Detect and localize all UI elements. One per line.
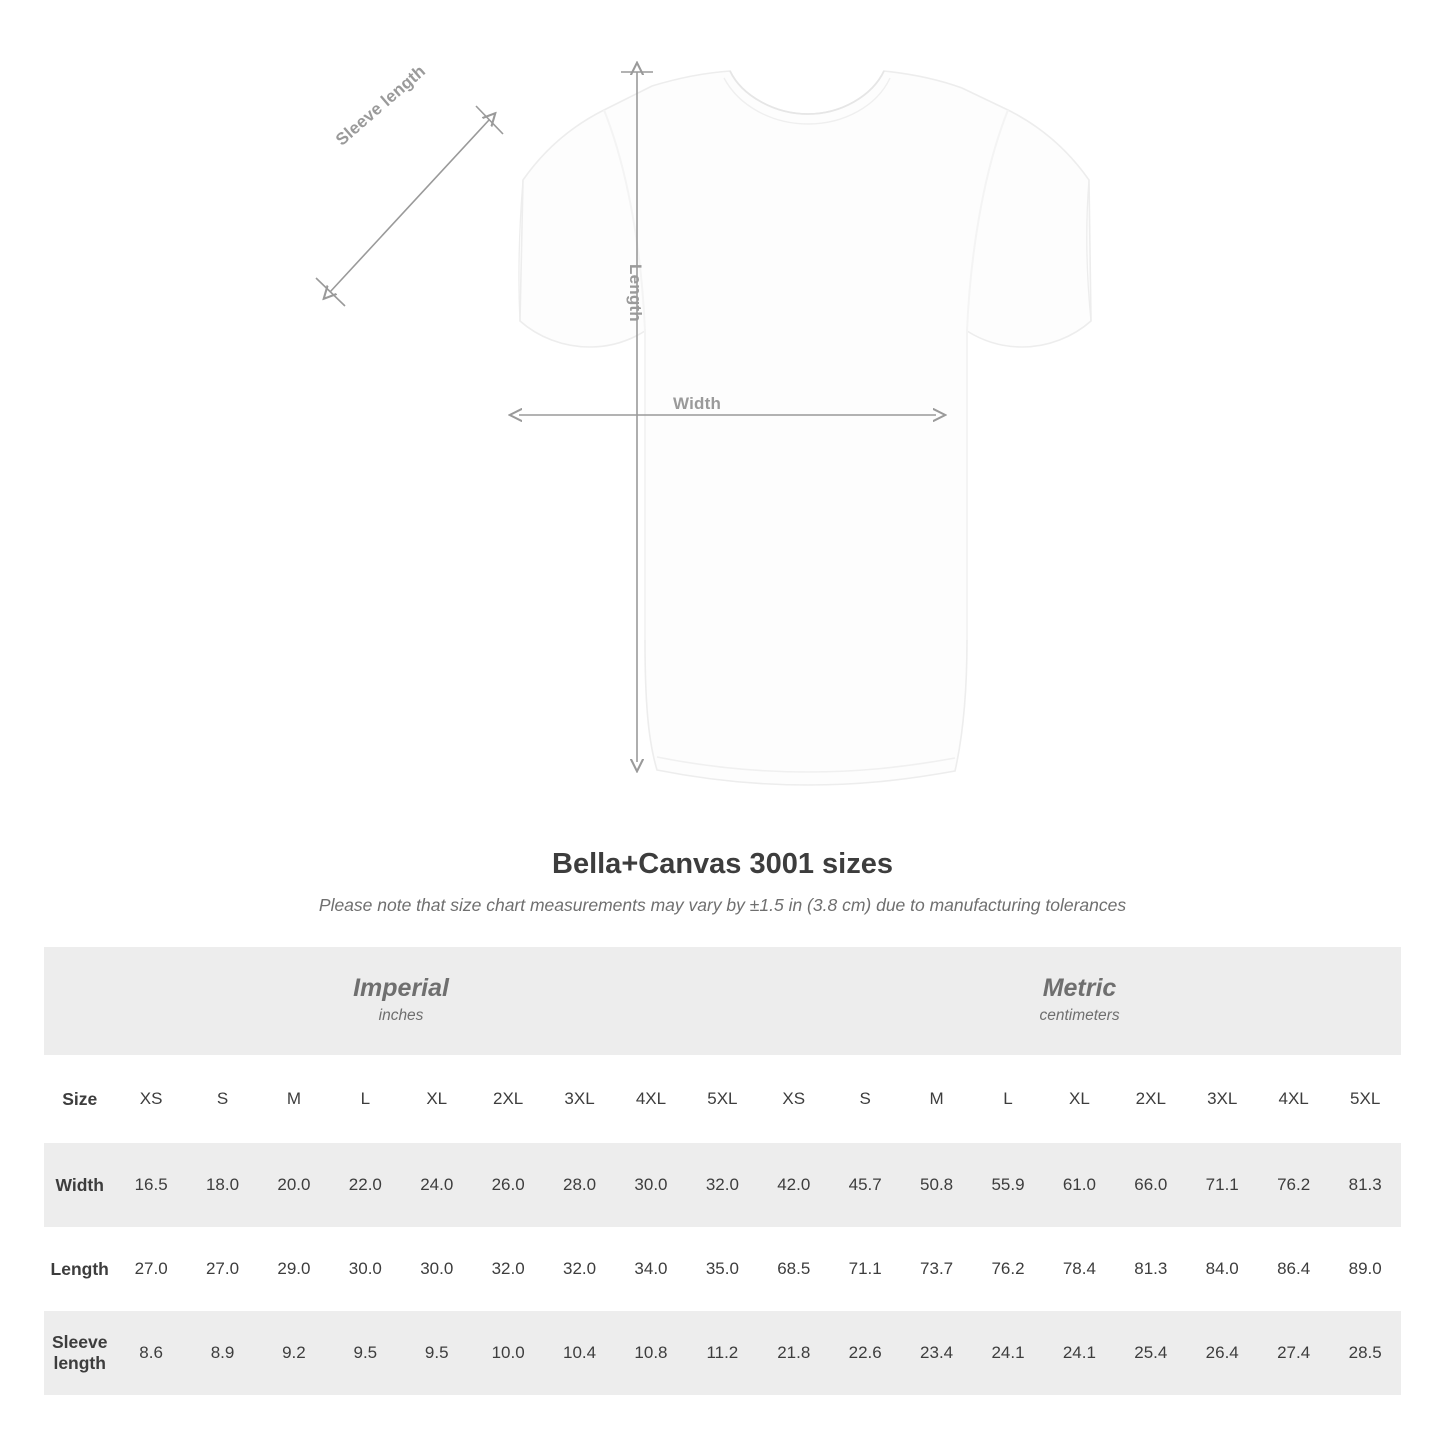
unit-group-imperial bbox=[44, 947, 758, 1055]
cell-length-3xl-in: 32.0 bbox=[563, 1259, 597, 1278]
col-header-s-cm: S bbox=[829, 1055, 900, 1143]
cell-sleeve-xs-cm: 21.8 bbox=[758, 1311, 829, 1395]
page-title: Bella+Canvas 3001 sizes bbox=[552, 848, 893, 880]
cell-width-m-cm: 50.8 bbox=[901, 1143, 972, 1227]
cell-sleeve-3xl-in: 10.4 bbox=[544, 1311, 615, 1395]
col-header-4xl-in: 4XL bbox=[615, 1055, 686, 1143]
table-row-width bbox=[44, 1143, 1401, 1227]
unit-group-metric-sub: centimeters bbox=[1039, 1007, 1120, 1025]
cell-width-4xl-in: 30.0 bbox=[615, 1143, 686, 1227]
cell-sleeve-3xl-cm: 26.4 bbox=[1187, 1311, 1258, 1395]
cell-sleeve-l-cm: 24.1 bbox=[972, 1311, 1043, 1395]
cell-length-m-in: 29.0 bbox=[277, 1259, 311, 1278]
cell-length-5xl-cm: 89.0 bbox=[1348, 1259, 1382, 1278]
unit-group-imperial-name: Imperial bbox=[353, 973, 449, 1002]
cell-width-s-in: 18.0 bbox=[187, 1143, 258, 1227]
tshirt-shape bbox=[519, 71, 1091, 785]
col-header-xl-cm: XL bbox=[1044, 1055, 1115, 1143]
cell-sleeve-xl-cm: 24.1 bbox=[1044, 1311, 1115, 1395]
cell-width-2xl-cm: 66.0 bbox=[1115, 1143, 1186, 1227]
cell-length-s-cm: 71.1 bbox=[848, 1259, 882, 1278]
cell-length-s-in: 27.0 bbox=[205, 1259, 240, 1278]
cell-sleeve-5xl-cm: 28.5 bbox=[1329, 1311, 1401, 1395]
col-header-xl-in: XL bbox=[401, 1055, 472, 1143]
cell-width-xl-in: 24.0 bbox=[401, 1143, 472, 1227]
table-row-sleeve-length bbox=[44, 1311, 1401, 1395]
cell-length-4xl-in: 34.0 bbox=[634, 1259, 668, 1278]
tolerance-note: Please note that size chart measurements may vary by ±1.5 in (3.8 cm) due to manufacturing tolerances bbox=[318, 895, 1127, 915]
length-label: Length bbox=[626, 264, 645, 322]
cell-sleeve-s-cm: 22.6 bbox=[829, 1311, 900, 1395]
cell-width-xl-cm: 61.0 bbox=[1044, 1143, 1115, 1227]
cell-length-l-in: 30.0 bbox=[348, 1259, 382, 1278]
title-block bbox=[0, 848, 1445, 916]
cell-length-xl-cm: 78.4 bbox=[1062, 1259, 1096, 1278]
cell-length-2xl-in: 32.0 bbox=[491, 1259, 525, 1278]
col-header-l-in: L bbox=[330, 1055, 401, 1143]
unit-group-metric-name: Metric bbox=[1042, 973, 1117, 1002]
cell-sleeve-4xl-in: 10.8 bbox=[615, 1311, 686, 1395]
cell-length-3xl-cm: 84.0 bbox=[1205, 1259, 1239, 1278]
cell-width-5xl-cm: 81.3 bbox=[1329, 1143, 1401, 1227]
cell-width-s-cm: 45.7 bbox=[829, 1143, 900, 1227]
col-header-5xl-cm: 5XL bbox=[1329, 1055, 1401, 1143]
cell-length-xs-cm: 68.5 bbox=[777, 1259, 811, 1278]
col-header-s-in: S bbox=[187, 1055, 258, 1143]
unit-group-metric bbox=[758, 947, 1401, 1055]
cell-width-5xl-in: 32.0 bbox=[687, 1143, 758, 1227]
row-label-length: Length bbox=[50, 1258, 109, 1279]
cell-length-l-cm: 76.2 bbox=[991, 1259, 1025, 1278]
cell-sleeve-xl-in: 9.5 bbox=[401, 1311, 472, 1395]
cell-length-4xl-cm: 86.4 bbox=[1277, 1259, 1311, 1278]
col-header-xs-in: XS bbox=[115, 1055, 186, 1143]
cell-width-2xl-in: 26.0 bbox=[472, 1143, 543, 1227]
width-label: Width bbox=[673, 394, 722, 413]
col-header-2xl-cm: 2XL bbox=[1115, 1055, 1186, 1143]
unit-header-row bbox=[44, 947, 1401, 1055]
size-header-row bbox=[44, 1055, 1401, 1143]
cell-width-l-cm: 55.9 bbox=[972, 1143, 1043, 1227]
cell-sleeve-5xl-in: 11.2 bbox=[687, 1311, 758, 1395]
cell-width-m-in: 20.0 bbox=[258, 1143, 329, 1227]
col-header-4xl-cm: 4XL bbox=[1258, 1055, 1329, 1143]
col-header-3xl-in: 3XL bbox=[544, 1055, 615, 1143]
cell-sleeve-4xl-cm: 27.4 bbox=[1258, 1311, 1329, 1395]
cell-width-3xl-cm: 71.1 bbox=[1187, 1143, 1258, 1227]
col-header-m-in: M bbox=[258, 1055, 329, 1143]
cell-width-xs-cm: 42.0 bbox=[758, 1143, 829, 1227]
cell-width-xs-in: 16.5 bbox=[115, 1143, 186, 1227]
cell-width-4xl-cm: 76.2 bbox=[1258, 1143, 1329, 1227]
cell-width-l-in: 22.0 bbox=[330, 1143, 401, 1227]
cell-sleeve-2xl-in: 10.0 bbox=[472, 1311, 543, 1395]
col-header-m-cm: M bbox=[901, 1055, 972, 1143]
cell-sleeve-m-cm: 23.4 bbox=[901, 1311, 972, 1395]
cell-width-3xl-in: 28.0 bbox=[544, 1143, 615, 1227]
col-header-l-cm: L bbox=[972, 1055, 1043, 1143]
size-table-wrapper bbox=[44, 947, 1401, 1395]
cell-sleeve-xs-in: 8.6 bbox=[115, 1311, 186, 1395]
sleeve-length-label: Sleeve length bbox=[332, 61, 430, 150]
unit-group-imperial-sub: inches bbox=[378, 1007, 424, 1025]
col-header-5xl-in: 5XL bbox=[687, 1055, 758, 1143]
cell-length-2xl-cm: 81.3 bbox=[1134, 1259, 1168, 1278]
cell-length-5xl-in: 35.0 bbox=[705, 1259, 739, 1278]
cell-length-xl-in: 30.0 bbox=[420, 1259, 454, 1278]
size-table bbox=[44, 947, 1401, 1395]
cell-length-xs-in: 27.0 bbox=[134, 1259, 168, 1278]
cell-length-m-cm: 73.7 bbox=[920, 1259, 954, 1278]
table-row-length bbox=[44, 1227, 1401, 1311]
cell-sleeve-s-in: 8.9 bbox=[187, 1311, 258, 1395]
row-label-sleeve-length: Sleeve length bbox=[44, 1311, 115, 1395]
cell-sleeve-l-in: 9.5 bbox=[330, 1311, 401, 1395]
cell-sleeve-2xl-cm: 25.4 bbox=[1115, 1311, 1186, 1395]
col-header-xs-cm: XS bbox=[758, 1055, 829, 1143]
row-header-size: Size bbox=[44, 1055, 115, 1143]
col-header-2xl-in: 2XL bbox=[472, 1055, 543, 1143]
col-header-3xl-cm: 3XL bbox=[1187, 1055, 1258, 1143]
cell-sleeve-m-in: 9.2 bbox=[258, 1311, 329, 1395]
row-label-width: Width bbox=[44, 1143, 115, 1227]
